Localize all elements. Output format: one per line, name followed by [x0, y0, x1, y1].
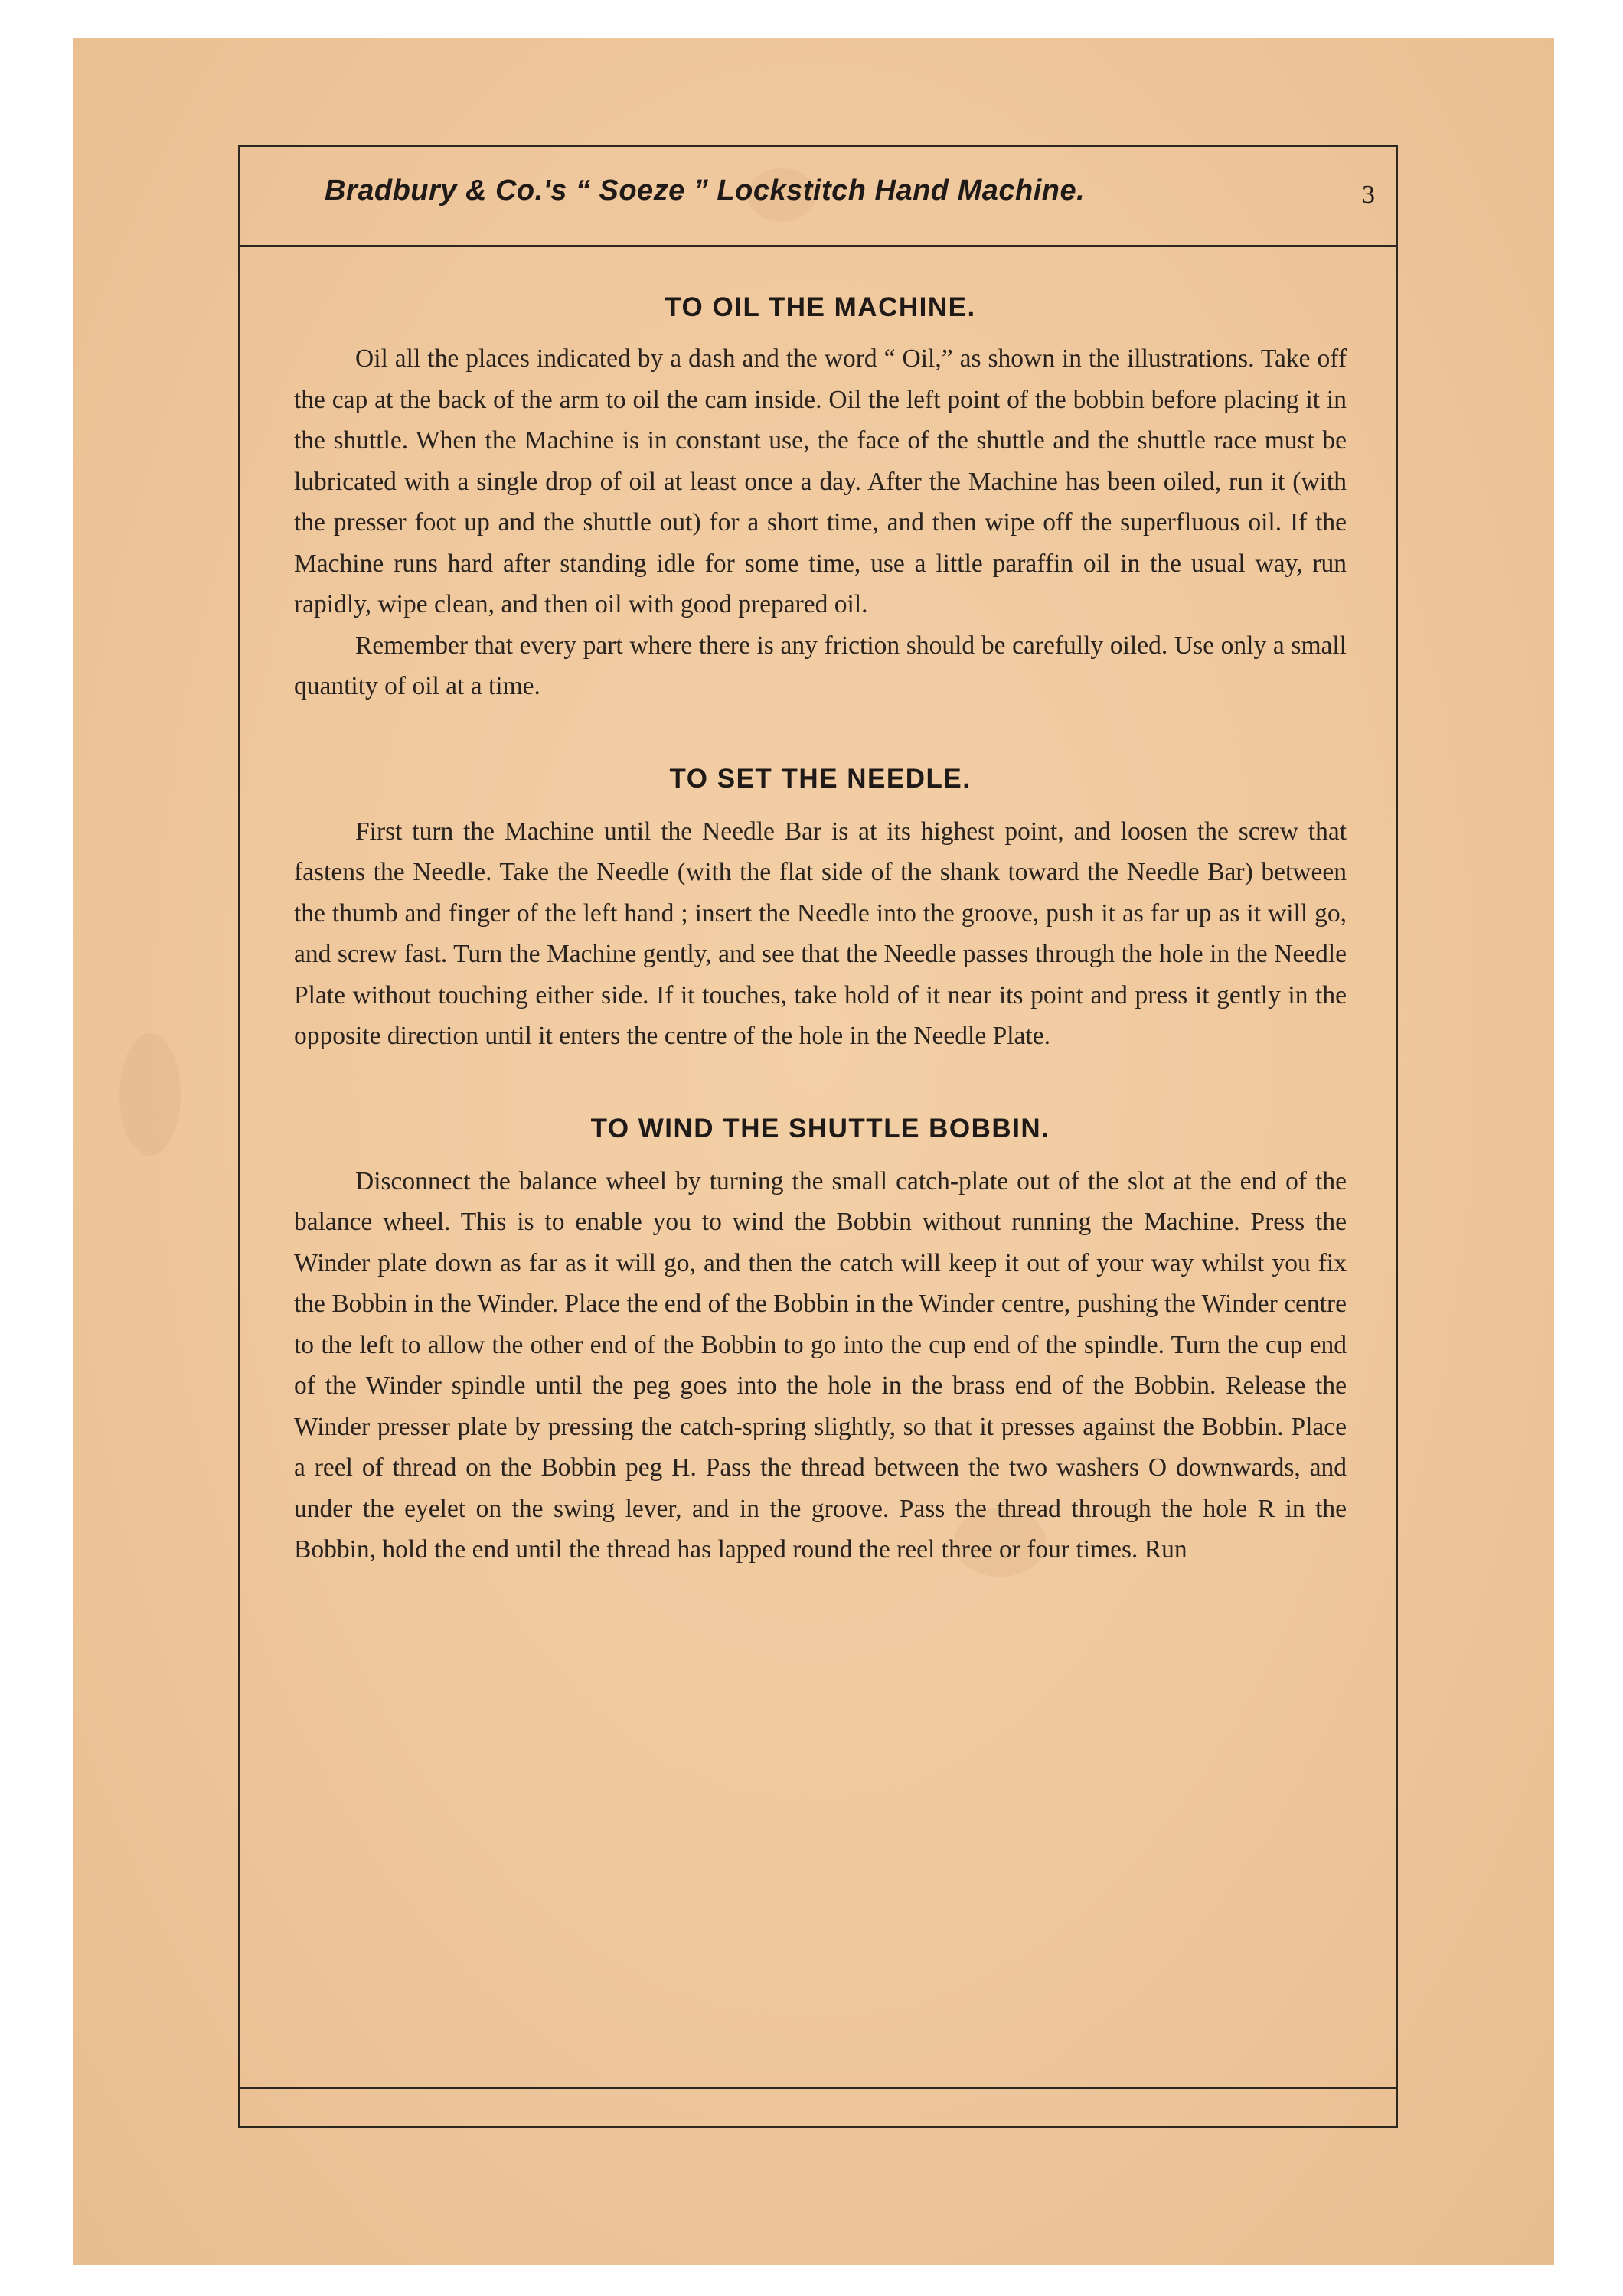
section-heading-needle: TO SET THE NEEDLE. — [669, 763, 972, 794]
paragraph: First turn the Machine until the Needle Bar is at its highest point, and loosen the screw that fastens the Needle. Take the Needle (with the flat side of the shank toward the Needle Bar) between the thumb and finger of the left hand ; insert the Needle into the groove, push it as far up as it will go, and screw fast. Turn the Machine gently, and see that the Needle passes through the hole in the Needle Plate without touching either side. If it touches, take hold of it near its point and press it gently in the opposite direction until it enters the centre of the hole in the Needle Plate. — [294, 817, 1347, 1050]
paragraph: Oil all the places indicated by a dash and the word “ Oil,” as shown in the illustrations. Take off the cap at the back of the arm to oil the cam inside. Oil the left point of the bobbin before placing it in the shuttle. When the Machine is in constant use, the face of the shuttle and the shuttle race must be lubricated with a single drop of oil at least once a day. After the Machine has been oiled, run it (with the presser foot up and the shuttle out) for a short time, and then wipe off the superfluous oil. If the Machine runs hard after standing idle for some time, use a little paraffin oil in the usual way, run rapidly, wipe clean, and then oil with good prepared oil. — [294, 344, 1347, 618]
paper-stain — [119, 1033, 181, 1156]
page-content — [294, 292, 1347, 1570]
page-frame — [238, 145, 1398, 2128]
running-header: Bradbury & Co.'s “ Soeze ” Lockstitch Hand Machine. — [325, 174, 1086, 207]
section-heading-bobbin: TO WIND THE SHUTTLE BOBBIN. — [590, 1113, 1050, 1143]
paragraph: Remember that every part where there is any friction should be carefully oiled. Use only a small quantity of oil at a time. — [294, 631, 1347, 700]
header-rule — [240, 245, 1396, 247]
footer-rule — [240, 2087, 1396, 2089]
paragraph: Disconnect the balance wheel by turning the small catch-plate out of the slot at the end of the balance wheel. This is to enable you to wind the Bobbin without running the Machine. Press the Winder plate down as far as it will go, and then the catch will keep it out of your way whilst you fix the Bobbin in the Winder. Place the end of the Bobbin in the Winder centre, pushing the Winder centre to the left to allow the other end of the Bobbin to go into the cup end of the spindle. Turn the cup end of the Winder spindle until the peg goes into the hole in the brass end of the Bobbin. Release the Winder presser plate by pressing the catch-spring slightly, so that it presses against the Bobbin. Place a reel of thread on the Bobbin peg H. Pass the thread between the two washers O downwards, and under the eyelet on the swing lever, and in the groove. Pass the thread through the hole R in the Bobbin, hold the end until the thread has lapped round the reel three or four times. Run — [294, 1166, 1347, 1564]
section-heading-oil: TO OIL THE MACHINE. — [665, 292, 976, 322]
page-number: 3 — [1362, 181, 1375, 209]
page-sheet — [73, 38, 1554, 2265]
